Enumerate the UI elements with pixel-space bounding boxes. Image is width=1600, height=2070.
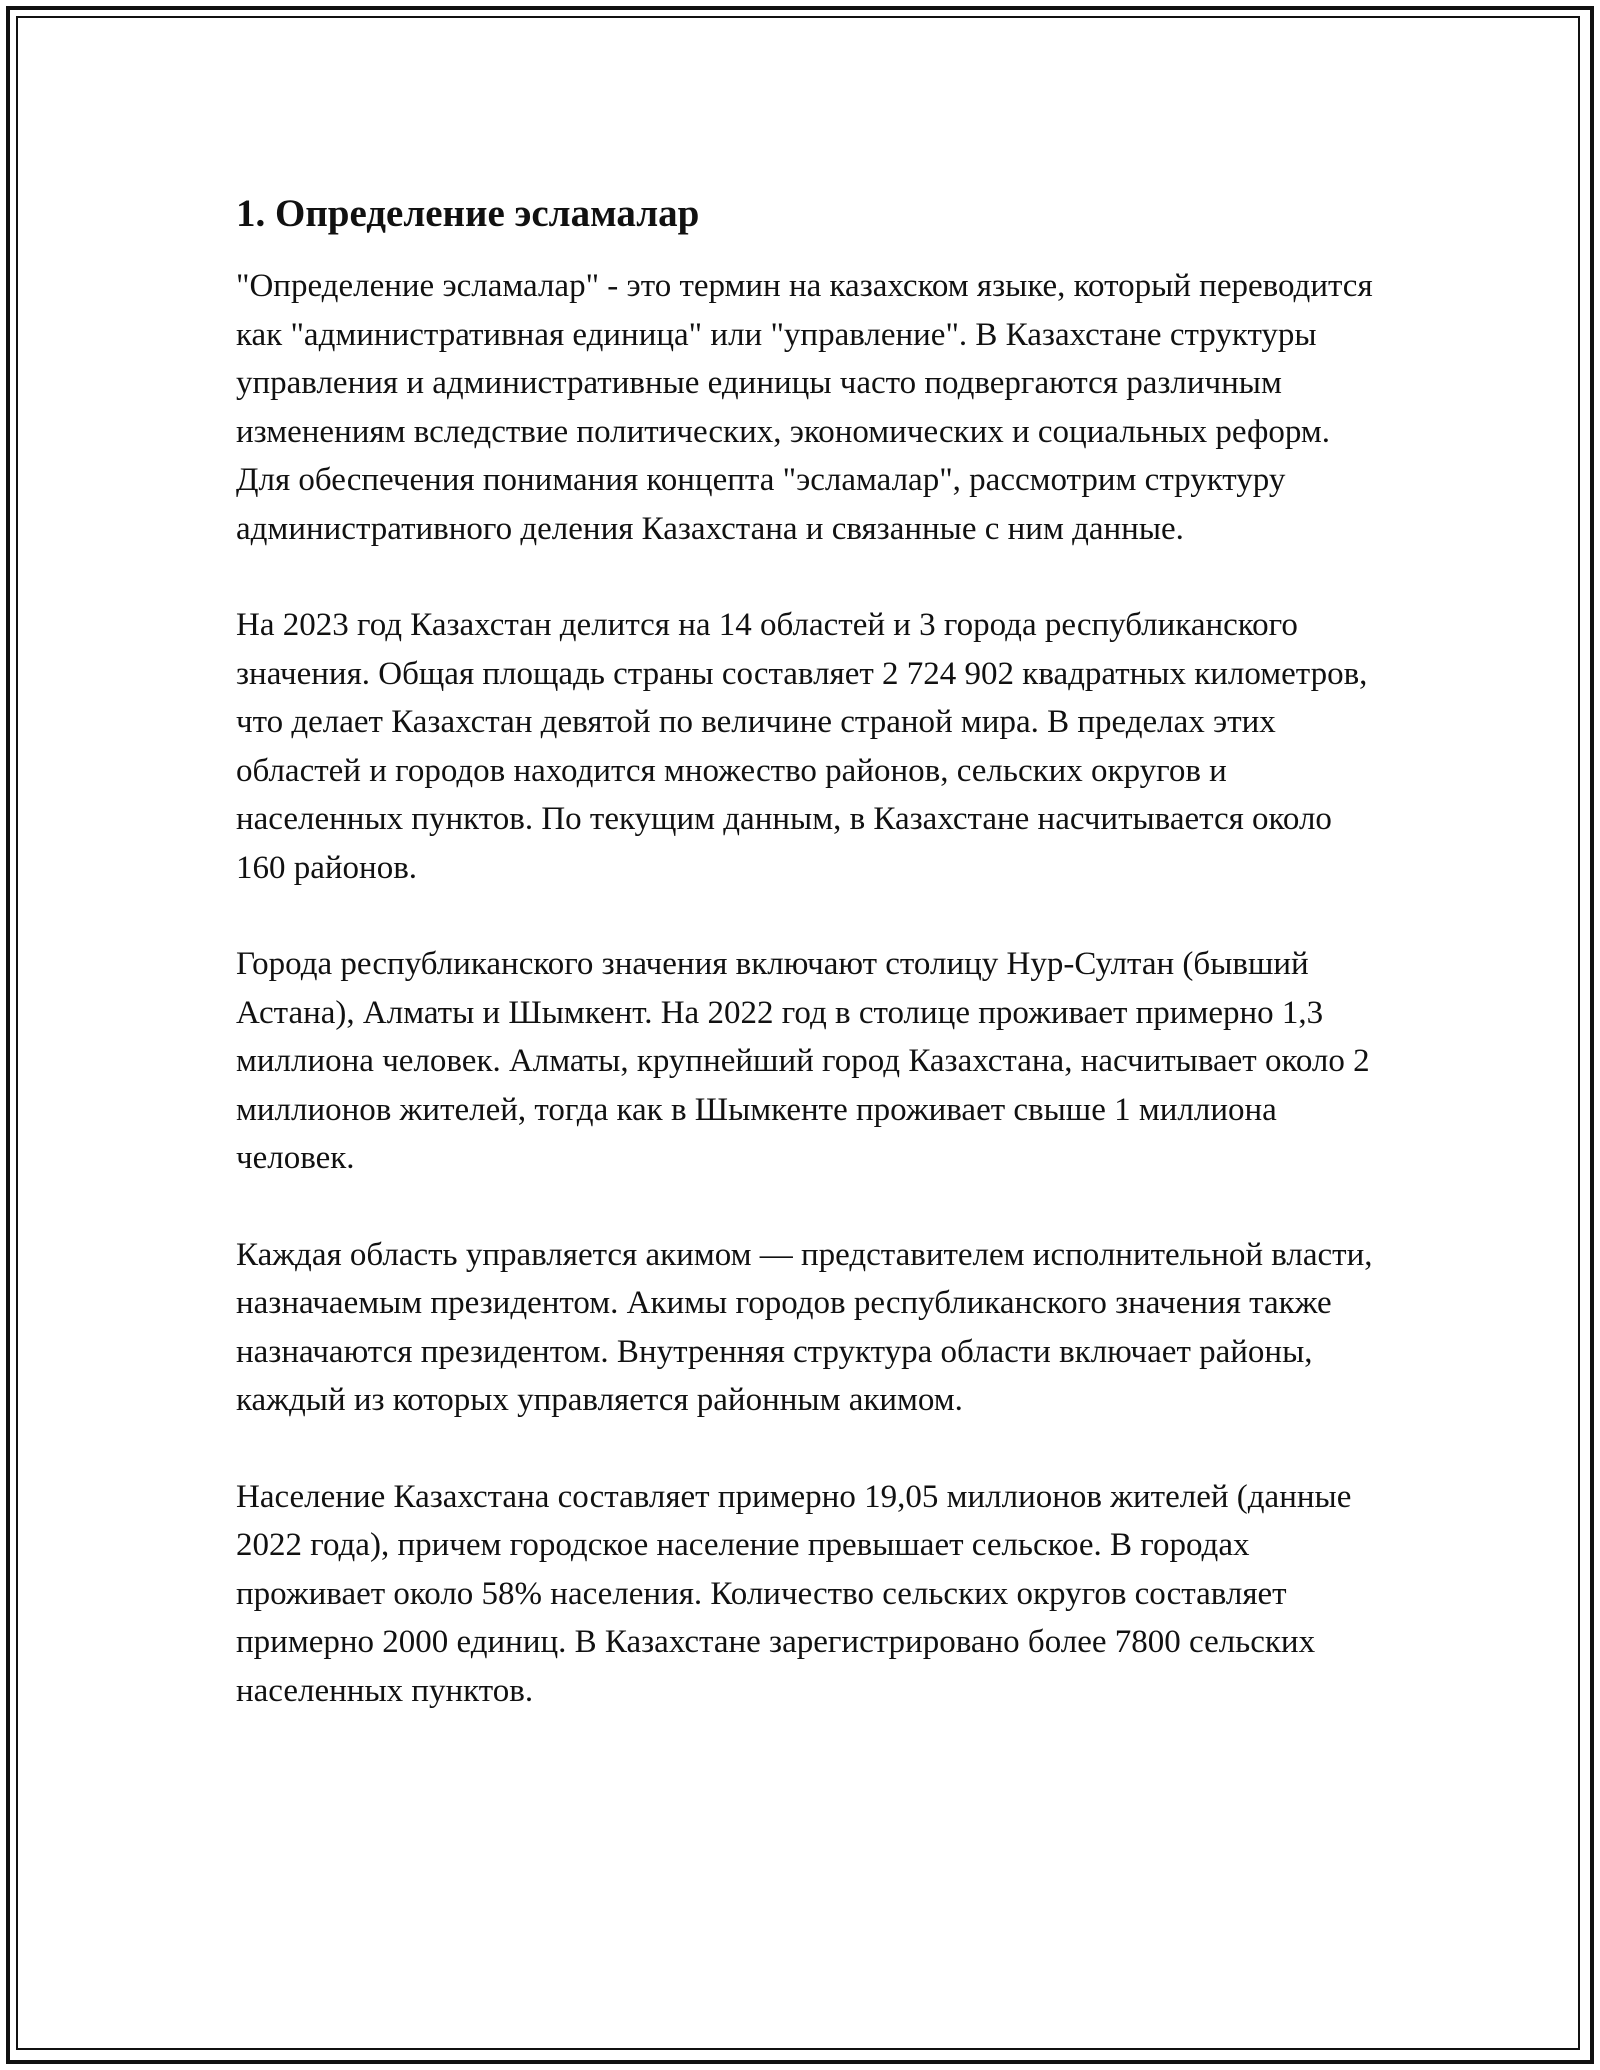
paragraph-definition: "Определение эсламалар" - это термин на казахском языке, который переводится как "административная единица" или "управление". В Казахстане структуры управления и административные единицы часто подвергаются различным изменениям вследствие политических, экономических и социальных реформ. Для обеспечения понимания концепта "эсламалар", рассмотрим структуру административного деления Казахстана и связанные с ним данные. [236, 268, 1373, 547]
paragraph-governance: Каждая область управляется акимом — представителем исполнительной власти, назначаемым президентом. Акимы городов республиканского значения также назначаются президентом. Внутренняя структура области включает районы, каждый из которых управляется районным акимом. [236, 1236, 1373, 1418]
document-content [236, 188, 1376, 1763]
paragraph-population: Население Казахстана составляет примерно 19,05 миллионов жителей (данные 2022 года), причем городское население превышает сельское. В городах проживает около 58% населения. Количество сельских округов составляет примерно 2000 единиц. В Казахстане зарегистрировано более 7800 сельских населенных пунктов. [236, 1478, 1352, 1709]
paragraph-republican-cities: Города республиканского значения включают столицу Нур-Султан (бывший Астана), Алматы и Шымкент. На 2022 год в столице проживает примерно 1,3 миллиона человек. Алматы, крупнейший город Казахстана, насчитывает около 2 миллионов жителей, тогда как в Шымкенте проживает свыше 1 миллиона человек. [236, 946, 1370, 1176]
paragraph-administrative-division: На 2023 год Казахстан делится на 14 областей и 3 города республиканского значения. Общая площадь страны составляет 2 724 902 квадратных километров, что делает Казахстан девятой по величине страной мира. В пределах этих областей и городов находится множество районов, сельских округов и населенных пунктов. По текущим данным, в Казахстане насчитывается около 160 районов. [236, 607, 1368, 886]
section-title: 1. Определение эсламалар [236, 192, 700, 235]
